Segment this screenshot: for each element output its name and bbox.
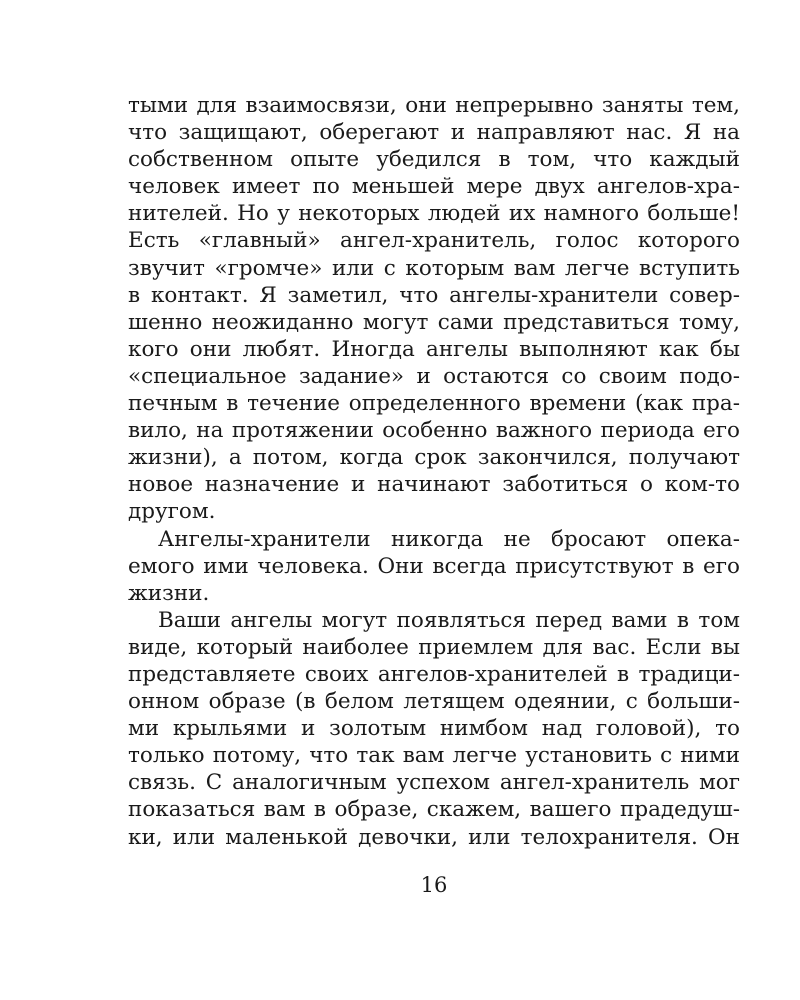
- text-line: звучит «громче» или с которым вам легче вступить: [128, 255, 740, 281]
- text-line: представляете своих ангелов-хранителей в традици-: [128, 661, 740, 687]
- body-text: [128, 92, 740, 851]
- text-line: новое назначение и начинают заботиться о ком-то: [128, 472, 740, 498]
- text-line: что защищают, оберегают и направляют нас. Я на: [128, 120, 740, 146]
- text-line: в контакт. Я заметил, что ангелы-хранители совер-: [128, 282, 740, 308]
- text-line: шенно неожиданно могут сами представиться тому,: [128, 309, 740, 335]
- text-line: Ангелы-хранители никогда не бросают опека-: [158, 526, 740, 552]
- text-line: печным в течение определенного времени (как пра-: [128, 391, 740, 417]
- text-line: связь. С аналогичным успехом ангел-хранитель мог: [128, 770, 740, 796]
- text-line: человек имеет по меньшей мере двух ангелов-хра-: [128, 174, 740, 200]
- text-line: ми крыльями и золотым нимбом над головой), то: [128, 716, 740, 742]
- text-line: нителей. Но у некоторых людей их намного больше!: [128, 201, 740, 227]
- text-line: Есть «главный» ангел-хранитель, голос которого: [128, 228, 740, 254]
- page-number: 16: [420, 873, 448, 897]
- text-line: только потому, что так вам легче установить с ними: [128, 743, 740, 769]
- text-line: тыми для взаимосвязи, они непрерывно заняты тем,: [128, 93, 740, 118]
- text-line: собственном опыте убедился в том, что каждый: [128, 147, 740, 173]
- text-line: емого ими человека. Они всегда присутствуют в его: [128, 553, 740, 579]
- text-line: вило, на протяжении особенно важного периода его: [128, 418, 740, 444]
- text-line: Ваши ангелы могут появляться перед вами в том: [158, 607, 740, 633]
- text-line: онном образе (в белом летящем одеянии, с больши-: [128, 689, 740, 715]
- text-line: показаться вам в образе, скажем, вашего прадедуш-: [128, 797, 740, 823]
- text-line: ки, или маленькой девочки, или телохранителя. Он: [128, 824, 740, 850]
- text-line: «специальное задание» и остаются со своим подо-: [128, 363, 740, 389]
- text-line: жизни), а потом, когда срок закончился, получают: [128, 445, 740, 471]
- text-line: жизни.: [128, 580, 210, 606]
- text-line: виде, который наиболее приемлем для вас. Если вы: [128, 634, 740, 660]
- text-line: другом.: [128, 499, 216, 525]
- text-line: кого они любят. Иногда ангелы выполняют как бы: [128, 336, 740, 362]
